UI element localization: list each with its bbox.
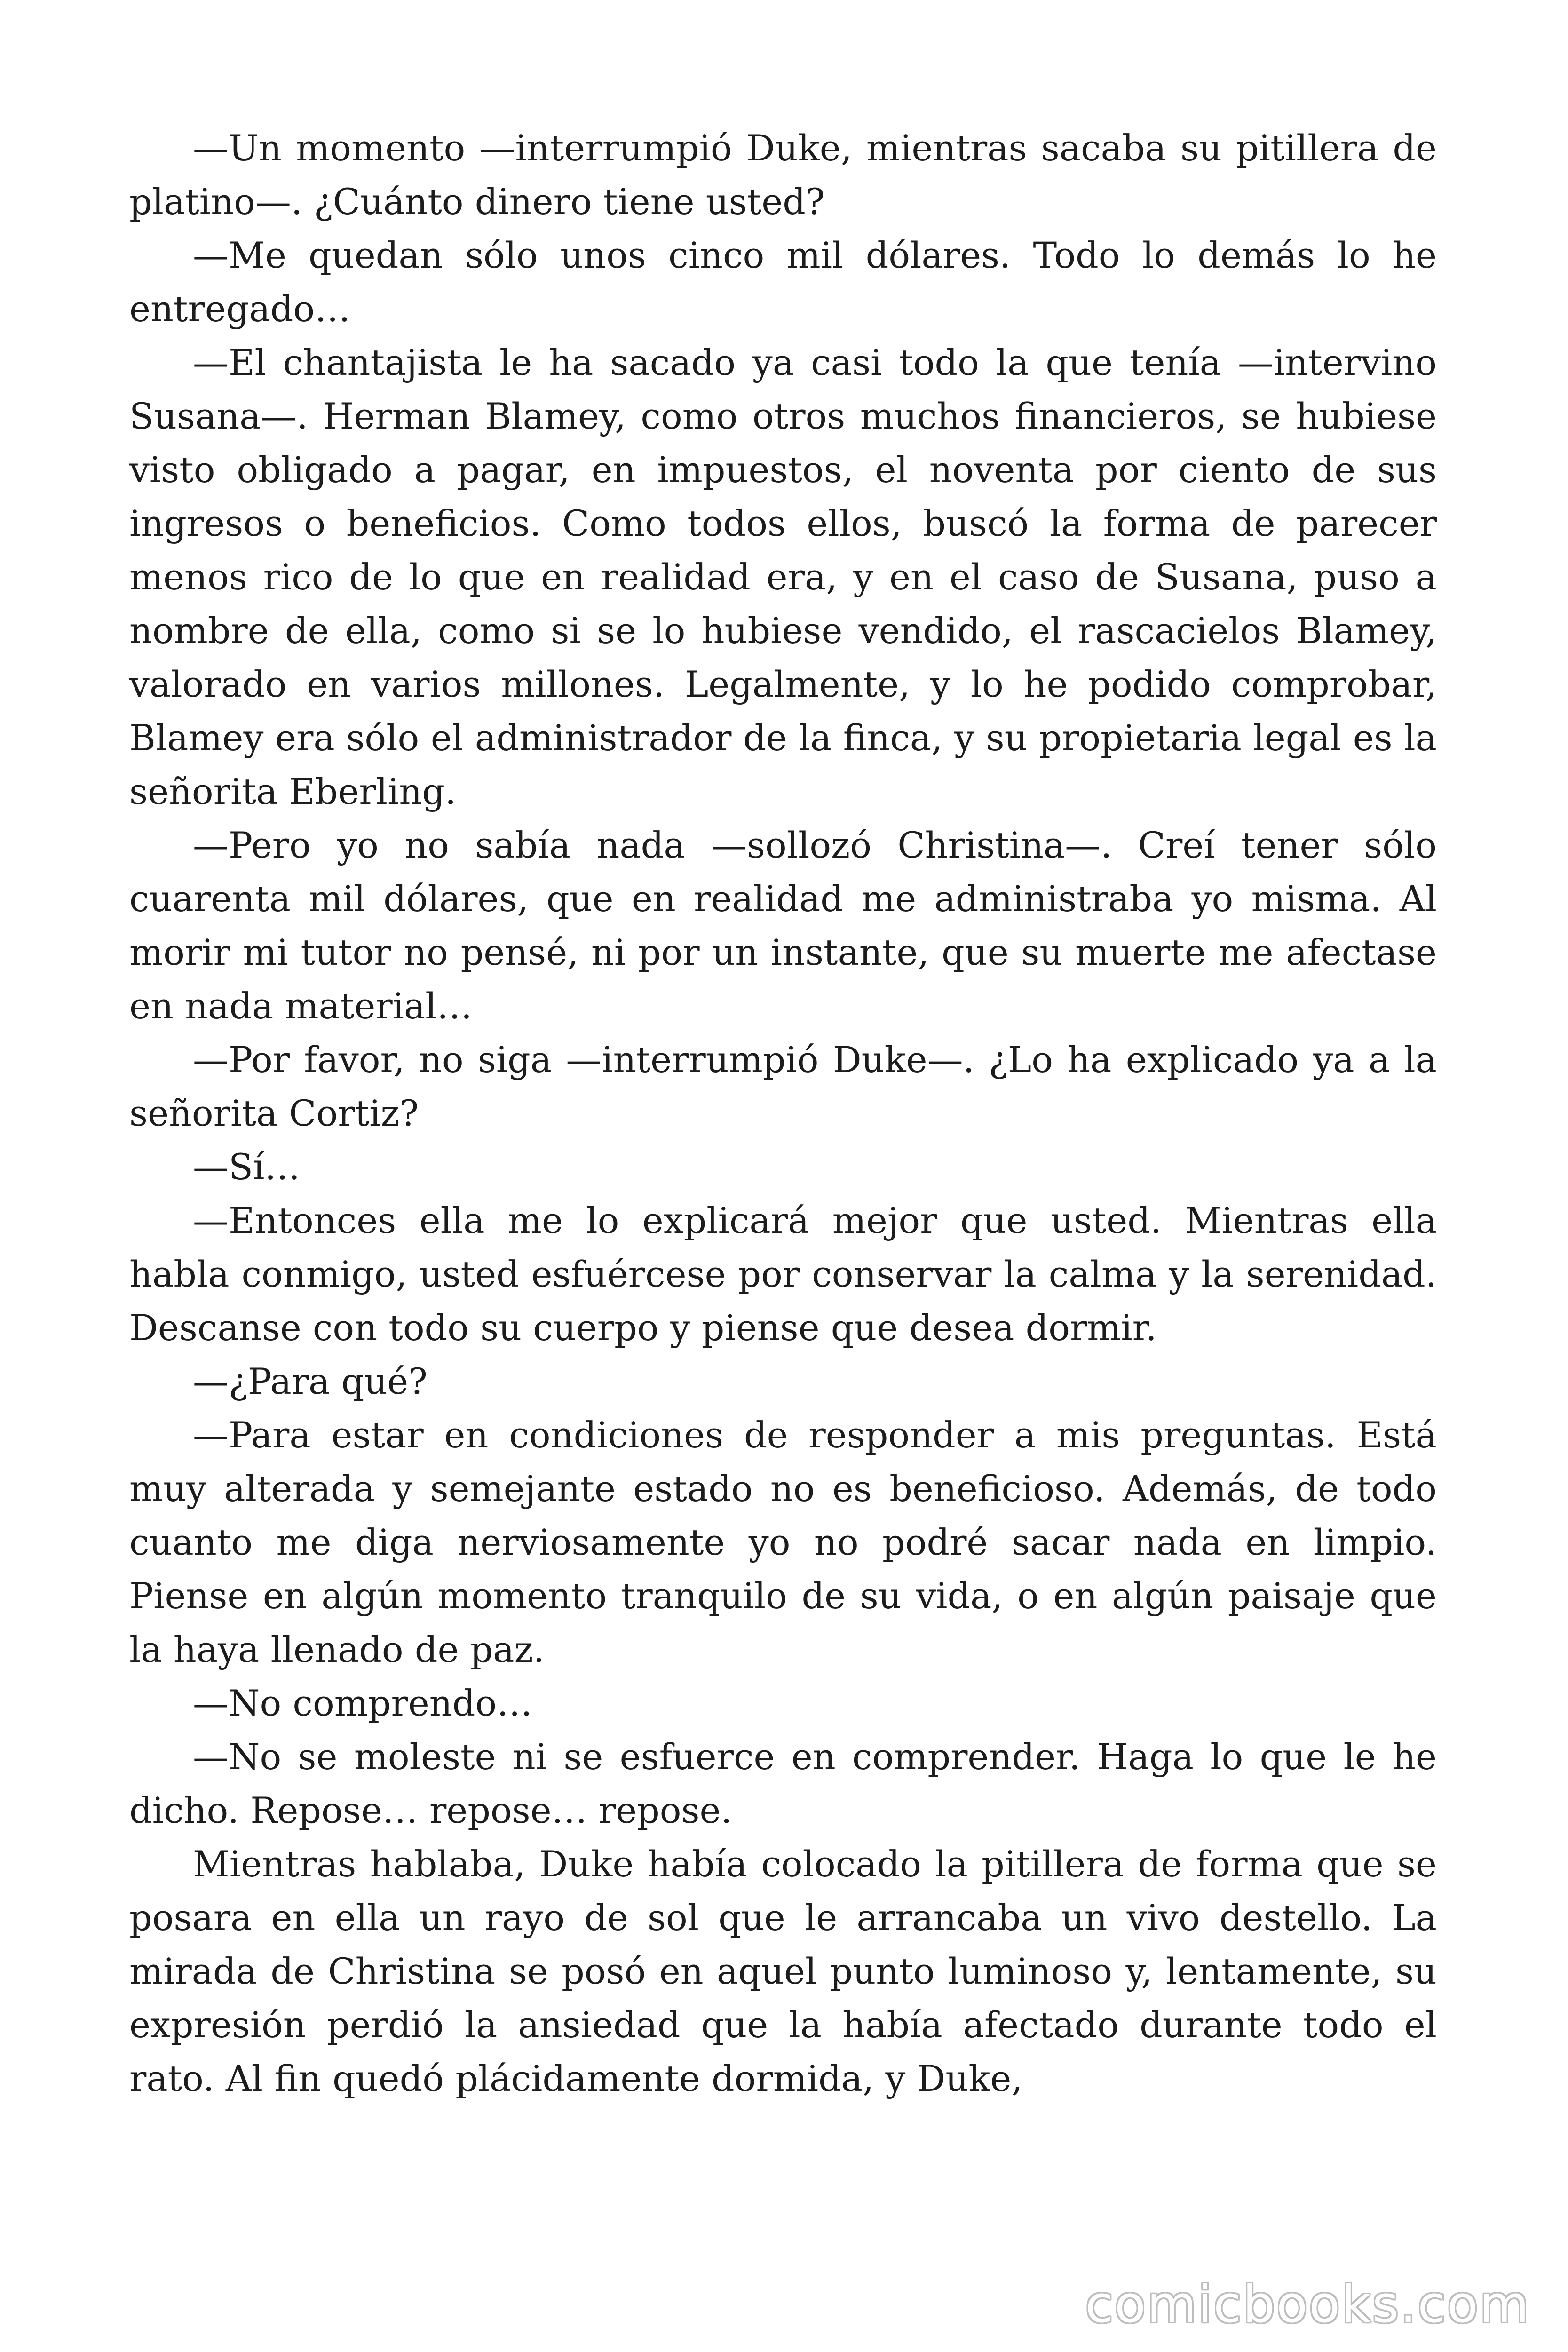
paragraph: Mientras hablaba, Duke había colocado la pitillera de forma que se posara en ella un rayo de sol que le arrancaba un vivo destello. La mirada de Christina se posó en aquel punto luminoso y, lentamente, su expresión perdió la ansiedad que la había afectado durante todo el rato. Al fin quedó plácidamente dormida, y Duke, <box>129 1843 1437 2099</box>
paragraph: —No se moleste ni se esfuerce en comprender. Haga lo que le he dicho. Repose… repose… repose. <box>129 1736 1437 1831</box>
paragraph: —Entonces ella me lo explicará mejor que usted. Mientras ella habla conmigo, usted esfuércese por conservar la calma y la serenidad. Descanse con todo su cuerpo y piense que desea dormir. <box>129 1200 1437 1349</box>
paragraph: —Sí… <box>193 1146 301 1188</box>
paragraph: —Pero yo no sabía nada —sollozó Christina—. Creí tener sólo cuarenta mil dólares, que en realidad me administraba yo misma. Al morir mi tutor no pensé, ni por un instante, que su muerte me afectase en nada material… <box>129 824 1437 1027</box>
paragraph: —¿Para qué? <box>193 1360 428 1402</box>
watermark: comicbooks.com <box>1085 2275 1530 2334</box>
book-page-text <box>129 121 1437 2106</box>
paragraph: —Por favor, no siga —interrumpió Duke—. ¿Lo ha explicado ya a la señorita Cortiz? <box>129 1039 1437 1134</box>
paragraph: —Un momento —interrumpió Duke, mientras sacaba su pitillera de platino—. ¿Cuánto dinero tiene usted? <box>129 127 1437 222</box>
paragraph: —Me quedan sólo unos cinco mil dólares. Todo lo demás lo he entregado… <box>129 234 1437 330</box>
paragraph: —Para estar en condiciones de responder a mis preguntas. Está muy alterada y semejante estado no es beneficioso. Además, de todo cuanto me diga nerviosamente yo no podré sacar nada en limpio. Piense en algún momento tranquilo de su vida, o en algún paisaje que la haya llenado de paz. <box>129 1414 1437 1670</box>
paragraph: —El chantajista le ha sacado ya casi todo la que tenía —intervino Susana—. Herman Blamey, como otros muchos financieros, se hubiese visto obligado a pagar, en impuestos, el noventa por ciento de sus ingresos o beneficios. Como todos ellos, buscó la forma de parecer menos rico de lo que en realidad era, y en el caso de Susana, puso a nombre de ella, como si se lo hubiese vendido, el rascacielos Blamey, valorado en varios millones. Legalmente, y lo he podido comprobar, Blamey era sólo el administrador de la finca, y su propietaria legal es la señorita Eberling. <box>129 342 1437 812</box>
paragraph: —No comprendo… <box>193 1682 533 1724</box>
